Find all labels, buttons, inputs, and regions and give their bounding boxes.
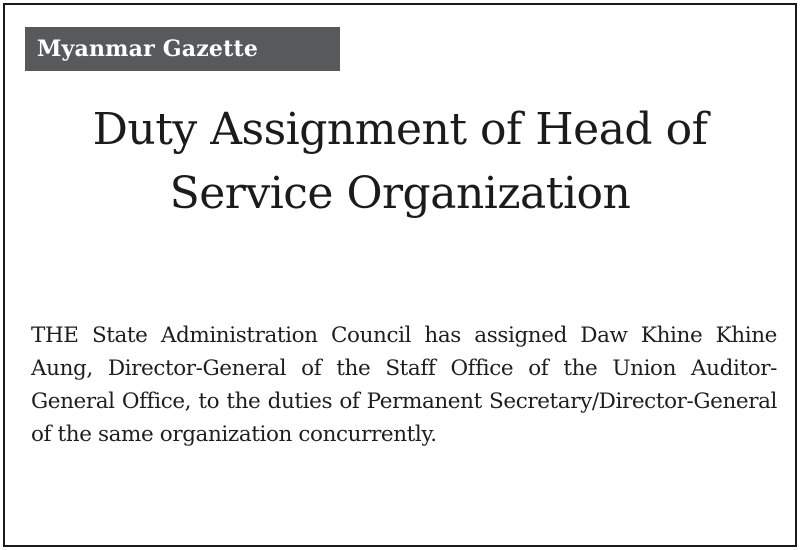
article-frame — [3, 3, 797, 547]
article-body: THE State Administration Council has assigned Daw Khine Khine Aung, Director-General of the Staff Office of the Union Auditor-General Office, to the duties of Permanent Secretary/Director-General of the same organization concurrently. — [31, 323, 777, 447]
section-tag: Myanmar Gazette — [25, 27, 340, 71]
headline: Duty Assignment of Head of Service Organization — [92, 104, 708, 219]
